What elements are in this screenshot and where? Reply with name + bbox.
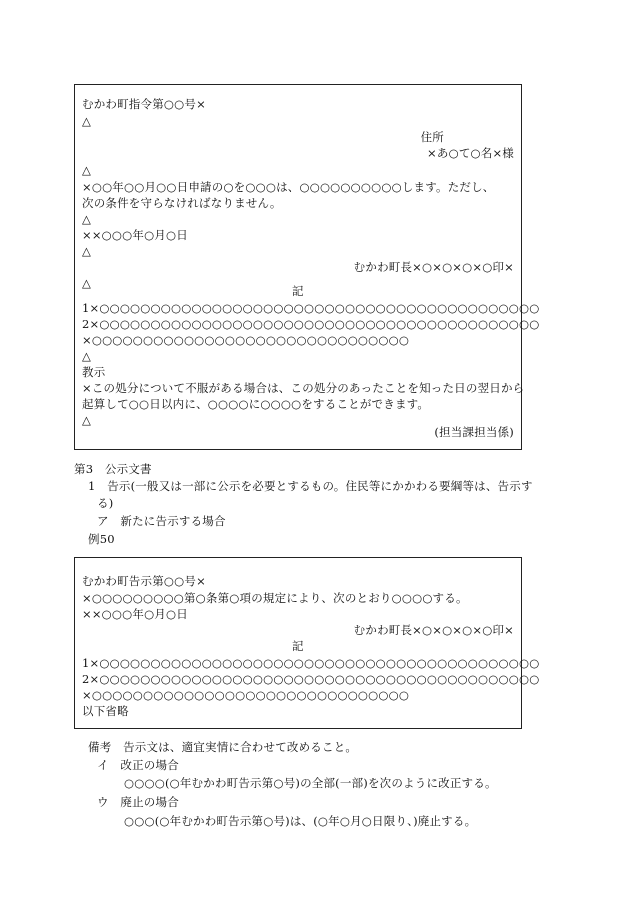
order-number: むかわ町指令第○○号×	[82, 97, 206, 111]
subitem-i: イ 改正の場合	[97, 758, 179, 772]
notice-item-2: 2×○○○○○○○○○○○○○○○○○○○○○○○○○○○○○○○○○○○○○○○○○○○	[82, 672, 540, 686]
notice-number: むかわ町告示第○○号×	[82, 574, 206, 588]
address-label: 住所	[420, 130, 444, 144]
condition-2-cont: ×○○○○○○○○○○○○○○○○○○○○○○○○○○○○○○○	[82, 333, 410, 347]
mayor-signature: むかわ町長×○×○×○×○印×	[353, 260, 514, 274]
order-body-line-2: 次の条件を守らなければなりません。	[82, 196, 282, 210]
blank-marker: △	[82, 114, 92, 128]
blank-marker: △	[82, 276, 92, 290]
blank-marker: △	[82, 413, 92, 427]
blank-marker: △	[82, 212, 92, 226]
blank-marker: △	[82, 244, 92, 258]
department-note: (担当課担当係)	[434, 425, 514, 439]
example-label: 例50	[88, 532, 115, 546]
blank-marker: △	[82, 349, 92, 363]
recipient-name: ×あ○て○名×様	[427, 146, 514, 160]
notice-date: ××○○○年○月○日	[82, 607, 188, 621]
item-1-line-1: 1 告示(一般又は一部に公示を必要とするもの。住民等にかかわる要綱等は、告示す	[88, 479, 533, 493]
item-1-line-2: る)	[97, 496, 114, 510]
omitted-note: 以下省略	[82, 704, 129, 718]
record-heading: 記	[292, 284, 304, 298]
notice-body: ×○○○○○○○○○第○条第○項の規定により、次のとおり○○○○する。	[82, 591, 468, 605]
amendment-text: ○○○○(○年むかわ町告示第○号)の全部(一部)を次のように改正する。	[124, 776, 497, 790]
notice-signature: むかわ町長×○×○×○×○印×	[353, 623, 514, 637]
instruction-line-1: ×この処分について不服がある場合は、この処分のあったことを知った日の翌日から	[82, 381, 525, 395]
instruction-line-2: 起算して○○日以内に、○○○○に○○○○をすることができます。	[82, 397, 430, 411]
notice-item-2-cont: ×○○○○○○○○○○○○○○○○○○○○○○○○○○○○○○○	[82, 688, 410, 702]
order-body-line-1: ×○○年○○月○○日申請の○を○○○は、○○○○○○○○○○します。ただし、	[82, 180, 495, 194]
subitem-a: ア 新たに告示する場合	[97, 514, 226, 528]
remarks: 備考 告示文は、適宜実情に合わせて改めること。	[88, 740, 358, 754]
condition-2: 2×○○○○○○○○○○○○○○○○○○○○○○○○○○○○○○○○○○○○○○○○○○○	[82, 317, 540, 331]
blank-marker: △	[82, 163, 92, 177]
subitem-u: ウ 廃止の場合	[97, 795, 179, 809]
condition-1: 1×○○○○○○○○○○○○○○○○○○○○○○○○○○○○○○○○○○○○○○○○○○○	[82, 301, 540, 315]
abolition-text: ○○○(○年むかわ町告示第○号)は、(○年○月○日限り、)廃止する。	[124, 814, 477, 828]
order-date: ××○○○年○月○日	[82, 228, 188, 242]
section-heading: 第3 公示文書	[74, 462, 152, 476]
notice-record-heading: 記	[292, 639, 304, 653]
instruction-heading: 教示	[82, 365, 106, 379]
notice-item-1: 1×○○○○○○○○○○○○○○○○○○○○○○○○○○○○○○○○○○○○○○○○○○○	[82, 656, 540, 670]
